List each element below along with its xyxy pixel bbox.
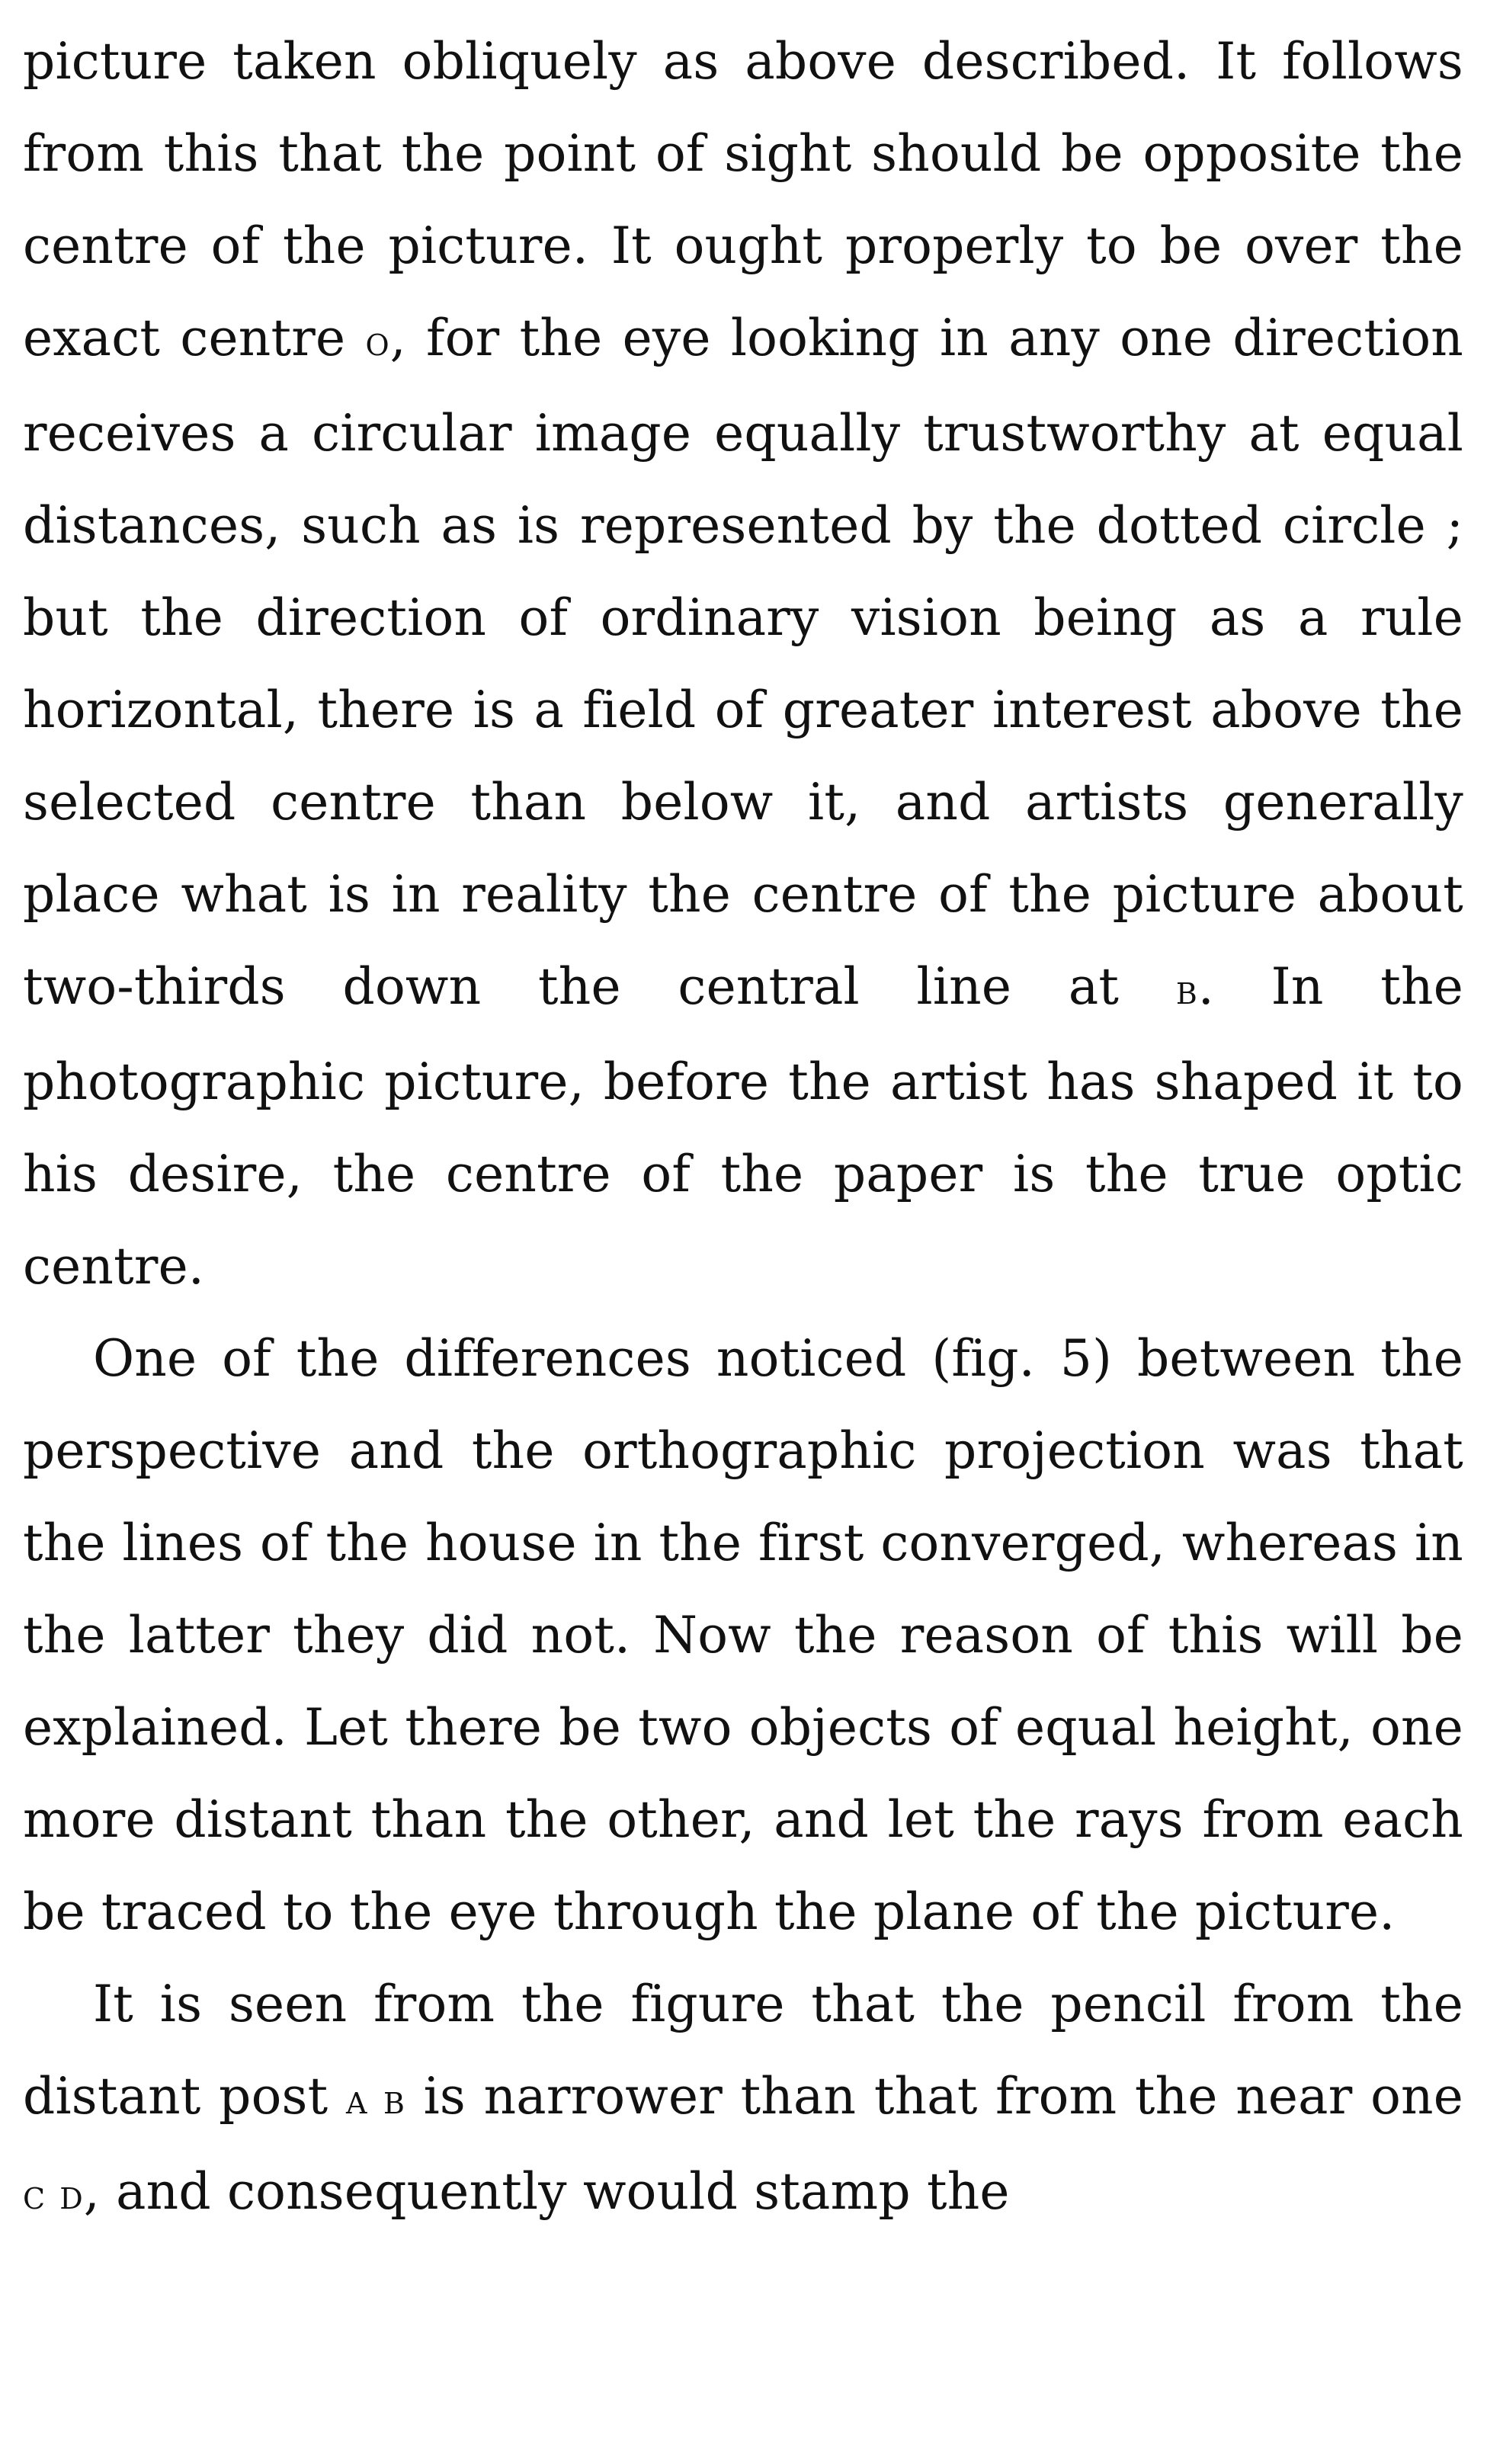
letter-label: a b [345,2075,405,2123]
paragraph-1 [23,15,1463,1312]
text-segment: picture taken obliquely as above described. It follows from this that the point of sight should be opposite the centre of the picture. It ought properly to be over the exact centre [23,32,1463,367]
text-segment: . In the photographic picture, before the artist has shaped it to his desire, the centre of the paper is the true optic centre. [23,957,1463,1296]
book-page [23,15,1463,2446]
letter-label: b [1175,966,1198,1014]
paragraph-2 [23,1312,1463,1958]
letter-label: c d [23,2171,84,2219]
text-segment: , and consequently would stamp the [83,2162,1010,2221]
text-segment: One of the differences noticed (fig. 5) between the perspective and the orthographic projection was that the lines of the house in the first converged, whereas in the latter they did not. Now the reason of this will be explained. Let there be two objects of equal height, one more distant than the other, and let the rays from each be traced to the eye through the plane of the picture. [23,1329,1463,1941]
text-segment: , for the eye looking in any one direction receives a circular image equally trustworthy at equal distances, such as is represented by the dotted circle ; but the direction of ordinary vision being as a rule horizontal, there is a field of greater interest above the selected centre than below it, and artists generally place what is in reality the centre of the picture about two-thirds down the central line at [23,309,1463,1016]
paragraph-3 [23,1958,1463,2241]
text-segment: is narrower than that from the near one [405,2067,1463,2126]
text-segment: It is seen from the figure that the pencil from the distant post [23,1975,1463,2126]
letter-label: o [365,317,390,365]
